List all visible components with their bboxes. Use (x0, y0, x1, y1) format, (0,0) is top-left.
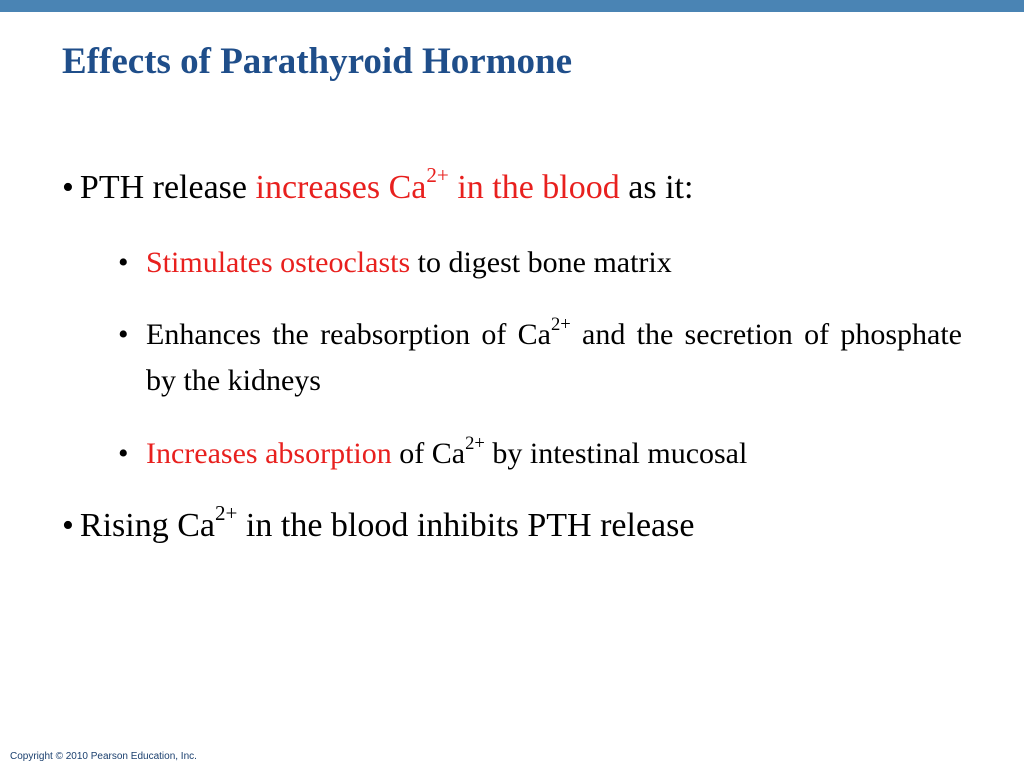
copyright-footer: Copyright © 2010 Pearson Education, Inc. (10, 751, 197, 762)
text: of Ca (391, 437, 466, 470)
sub-bullet-reabsorption (118, 312, 962, 404)
bullet-dot: • (118, 246, 129, 279)
superscript: 2+ (465, 433, 485, 455)
highlight-text: increases Ca (255, 169, 427, 206)
highlight-text: Stimulates osteoclasts (146, 246, 411, 279)
superscript: 2+ (214, 501, 238, 526)
text: and the secretion of phosphate by the kidneys (146, 318, 962, 397)
bullet-dot: • (62, 169, 74, 206)
text: Rising Ca (79, 507, 215, 544)
text: to digest bone matrix (410, 246, 672, 279)
text: by intestinal mucosal (484, 437, 748, 470)
superscript: 2+ (426, 163, 449, 188)
highlight-text: Increases absorption (146, 437, 392, 470)
bullet-dot: • (62, 507, 74, 544)
highlight-text: in the blood (448, 169, 620, 206)
text: as it: (619, 169, 694, 206)
text: PTH release (79, 169, 256, 206)
top-accent-bar (0, 0, 1024, 12)
text: in the blood inhibits PTH release (237, 507, 695, 544)
bullet-pth-release (62, 163, 694, 208)
sub-bullet-absorption (118, 431, 962, 477)
bullet-dot: • (118, 437, 129, 470)
sub-bullet-osteoclasts (118, 240, 962, 286)
slide-title: Effects of Parathyroid Hormone (62, 41, 573, 82)
bullet-dot: • (118, 318, 129, 351)
bullet-rising-ca (62, 501, 695, 546)
superscript: 2+ (550, 314, 571, 336)
text: Enhances the reabsorption of Ca (146, 318, 551, 351)
